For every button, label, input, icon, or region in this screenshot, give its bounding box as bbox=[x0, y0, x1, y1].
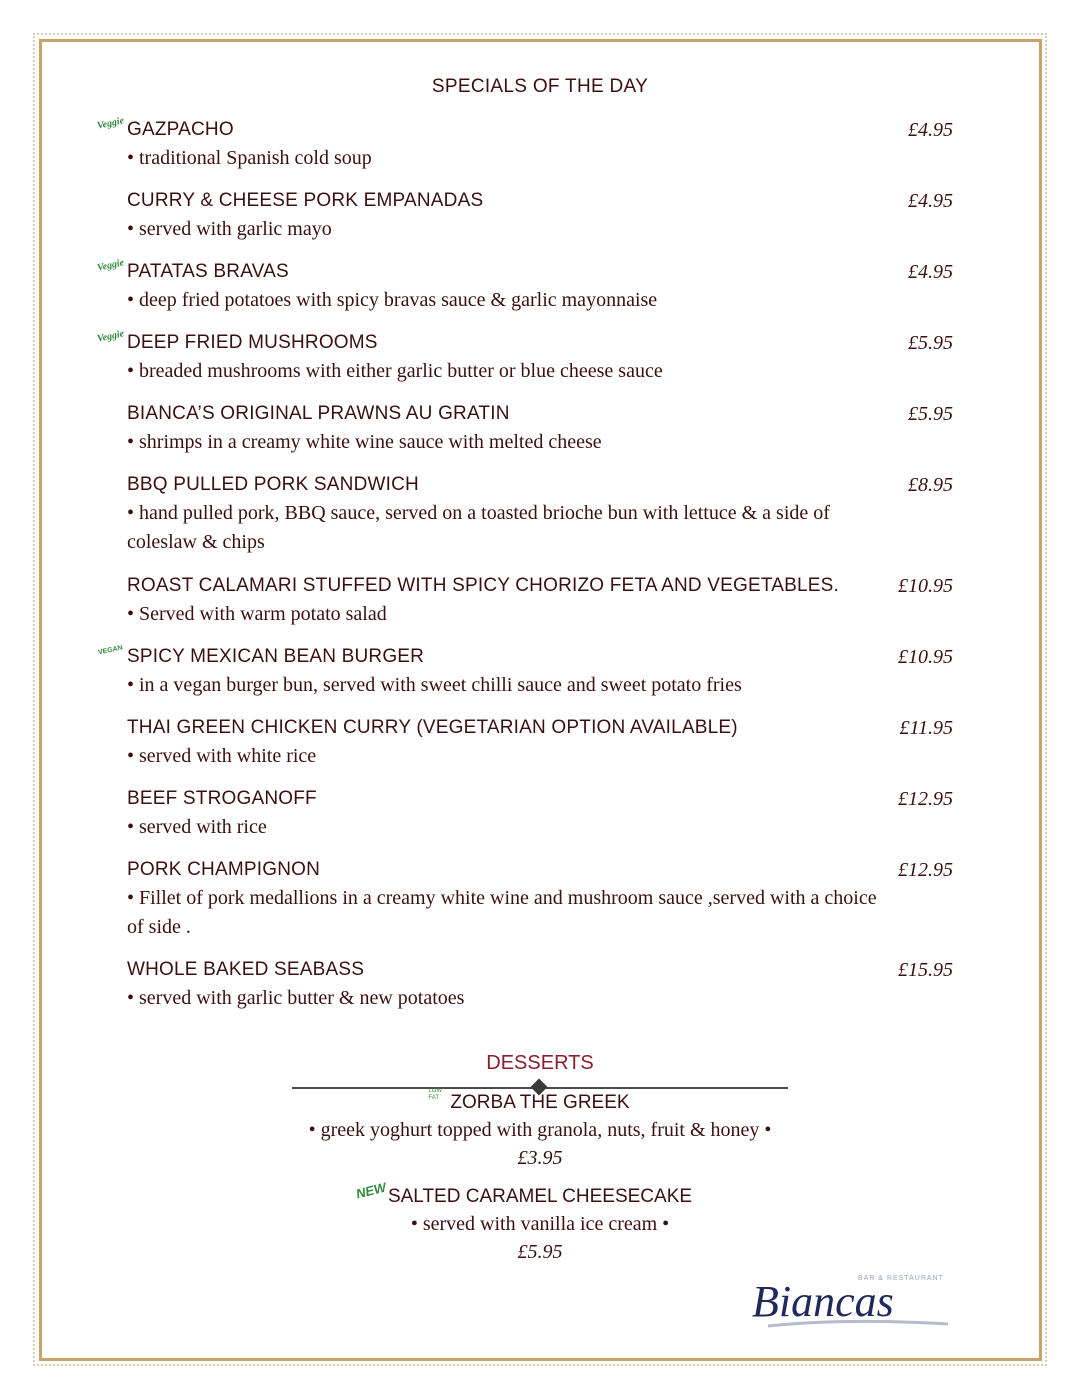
item-price: £5.95 bbox=[908, 332, 953, 354]
item-description: • deep fried potatoes with spicy bravas sauce & garlic mayonnaise bbox=[127, 289, 658, 311]
item-name: BIANCA’S ORIGINAL PRAWNS AU GRATIN bbox=[127, 403, 510, 424]
item-name: ROAST CALAMARI STUFFED WITH SPICY CHORIZO FETA AND VEGETABLES. bbox=[127, 575, 839, 596]
item-description: • served with white rice bbox=[127, 745, 317, 767]
logo-wordmark: Biancas bbox=[752, 1277, 894, 1326]
item-price: £12.95 bbox=[898, 788, 953, 810]
biancas-logo bbox=[748, 1266, 953, 1336]
desserts-heading: DESSERTS bbox=[486, 1052, 594, 1074]
item-name: CURRY & CHEESE PORK EMPANADAS bbox=[127, 190, 484, 211]
menu-item-prawns-au-gratin bbox=[127, 400, 957, 457]
page-title: SPECIALS OF THE DAY bbox=[431, 76, 649, 97]
item-price: £5.95 bbox=[908, 403, 953, 425]
item-description: • shrimps in a creamy white wine sauce with melted cheese bbox=[127, 431, 602, 453]
item-description: • breaded mushrooms with either garlic butter or blue cheese sauce bbox=[127, 360, 663, 382]
logo-subtitle: BAR & RESTAURANT bbox=[858, 1275, 944, 1282]
item-name: GAZPACHO bbox=[127, 119, 234, 140]
item-price: £15.95 bbox=[898, 959, 953, 981]
menu-item-pork-champignon bbox=[127, 856, 957, 942]
item-name: SPICY MEXICAN BEAN BURGER bbox=[127, 646, 425, 667]
dessert-price: £5.95 bbox=[517, 1241, 563, 1263]
dessert-salted-caramel-cheesecake bbox=[0, 1179, 1080, 1266]
item-price: £4.95 bbox=[908, 190, 953, 212]
item-price: £10.95 bbox=[898, 575, 953, 597]
dessert-description: • greek yoghurt topped with granola, nuts, fruit & honey • bbox=[308, 1119, 772, 1141]
item-name: THAI GREEN CHICKEN CURRY (VEGETARIAN OPTION AVAILABLE) bbox=[127, 717, 738, 738]
menu-item-whole-baked-seabass bbox=[127, 956, 957, 1013]
item-description: • served with rice bbox=[127, 816, 267, 838]
dessert-description: • served with vanilla ice cream • bbox=[410, 1213, 670, 1235]
new-badge-icon: NEW bbox=[354, 1179, 388, 1202]
item-description: • served with garlic mayo bbox=[127, 218, 332, 240]
item-description: • Fillet of pork medallions in a creamy white wine and mushroom sauce ,served with a choice of side . bbox=[127, 887, 877, 938]
dessert-name: SALTED CARAMEL CHEESECAKE bbox=[387, 1186, 693, 1207]
item-name: WHOLE BAKED SEABASS bbox=[127, 959, 365, 980]
item-price: £10.95 bbox=[898, 646, 953, 668]
item-price: £4.95 bbox=[908, 119, 953, 141]
item-name: DEEP FRIED MUSHROOMS bbox=[127, 332, 378, 353]
item-price: £12.95 bbox=[898, 859, 953, 881]
menu-item-thai-green-curry bbox=[127, 714, 957, 771]
item-price: £8.95 bbox=[908, 474, 953, 496]
veggie-badge-icon: Veggie bbox=[96, 115, 126, 132]
item-description: • served with garlic butter & new potatoes bbox=[127, 987, 465, 1009]
menu-item-bean-burger bbox=[97, 643, 957, 700]
item-name: BEEF STROGANOFF bbox=[127, 788, 317, 809]
dessert-zorba-the-greek bbox=[0, 1090, 1080, 1172]
menu-item-roast-calamari bbox=[127, 572, 957, 629]
menu-item-beef-stroganoff bbox=[127, 785, 957, 842]
item-name: PORK CHAMPIGNON bbox=[127, 859, 321, 880]
item-price: £4.95 bbox=[908, 261, 953, 283]
item-name: PATATAS BRAVAS bbox=[127, 261, 289, 282]
dessert-price: £3.95 bbox=[517, 1147, 563, 1169]
item-description: • in a vegan burger bun, served with sweet chilli sauce and sweet potato fries bbox=[127, 674, 742, 696]
vegan-badge-icon: VEGAN bbox=[97, 644, 124, 657]
veggie-badge-icon: Veggie bbox=[96, 328, 126, 345]
menu-item-gazpacho bbox=[96, 115, 957, 173]
menu-item-bbq-pulled-pork bbox=[127, 471, 957, 557]
menu-item-deep-fried-mushrooms bbox=[96, 328, 957, 386]
item-description: • Served with warm potato salad bbox=[127, 603, 387, 625]
menu-item-empanadas bbox=[127, 187, 957, 244]
dessert-name: ZORBA THE GREEK bbox=[450, 1092, 630, 1113]
item-description: • traditional Spanish cold soup bbox=[127, 147, 372, 169]
item-price: £11.95 bbox=[899, 717, 953, 739]
low-fat-badge-icon: LOW FAT bbox=[428, 1088, 443, 1101]
menu-item-patatas-bravas bbox=[96, 257, 957, 315]
item-name: BBQ PULLED PORK SANDWICH bbox=[127, 474, 419, 495]
item-description: • hand pulled pork, BBQ sauce, served on a toasted brioche bun with lettuce & a side of coleslaw & chips bbox=[127, 502, 830, 553]
veggie-badge-icon: Veggie bbox=[96, 257, 126, 274]
